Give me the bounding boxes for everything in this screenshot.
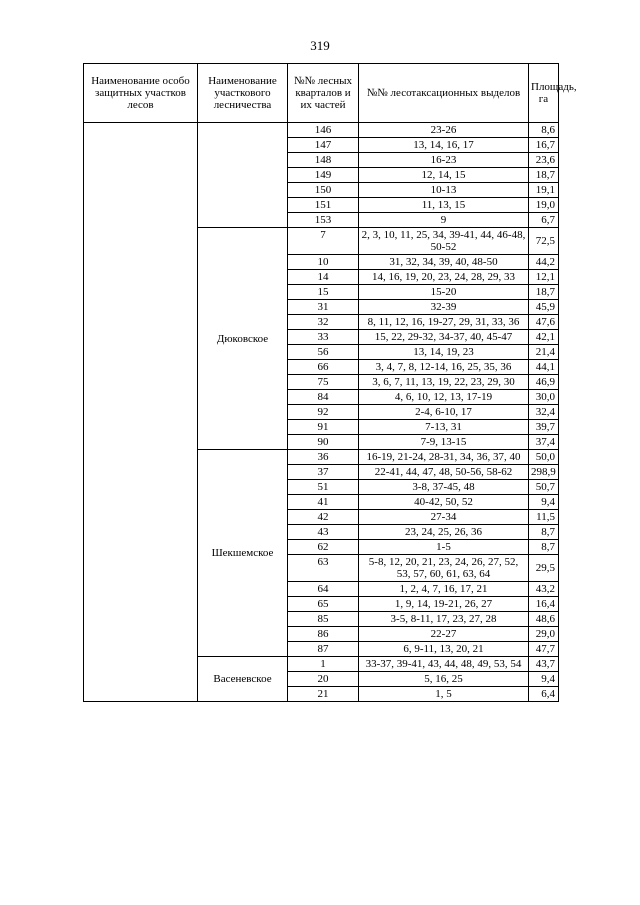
square-cell: 45,9 [529, 300, 559, 315]
quarter-cell: 31 [288, 300, 359, 315]
quarter-cell: 10 [288, 255, 359, 270]
square-cell: 48,6 [529, 612, 559, 627]
page-number: 319 [310, 38, 330, 53]
allotments-cell: 7-9, 13-15 [359, 435, 529, 450]
square-cell: 44,1 [529, 360, 559, 375]
allotments-cell: 6, 9-11, 13, 20, 21 [359, 642, 529, 657]
quarter-cell: 64 [288, 582, 359, 597]
square-cell: 11,5 [529, 510, 559, 525]
allotments-cell: 14, 16, 19, 20, 23, 24, 28, 29, 33 [359, 270, 529, 285]
allotments-cell: 31, 32, 34, 39, 40, 48-50 [359, 255, 529, 270]
quarter-cell: 91 [288, 420, 359, 435]
allotments-cell: 7-13, 31 [359, 420, 529, 435]
square-cell: 47,6 [529, 315, 559, 330]
square-cell: 6,4 [529, 687, 559, 702]
square-cell: 18,7 [529, 168, 559, 183]
allotments-cell: 2, 3, 10, 11, 25, 34, 39-41, 44, 46-48, 50-52 [359, 228, 529, 255]
quarter-cell: 33 [288, 330, 359, 345]
square-cell: 8,6 [529, 123, 559, 138]
quarter-cell: 14 [288, 270, 359, 285]
allotments-cell: 1, 9, 14, 19-21, 26, 27 [359, 597, 529, 612]
square-cell: 21,4 [529, 345, 559, 360]
quarter-cell: 85 [288, 612, 359, 627]
quarter-cell: 32 [288, 315, 359, 330]
allotments-cell: 23-26 [359, 123, 529, 138]
allotments-cell: 15, 22, 29-32, 34-37, 40, 45-47 [359, 330, 529, 345]
square-cell: 46,9 [529, 375, 559, 390]
allotments-cell: 15-20 [359, 285, 529, 300]
quarter-cell: 146 [288, 123, 359, 138]
quarter-cell: 75 [288, 375, 359, 390]
square-cell: 72,5 [529, 228, 559, 255]
square-cell: 50,0 [529, 450, 559, 465]
square-cell: 8,7 [529, 525, 559, 540]
quarter-cell: 37 [288, 465, 359, 480]
quarter-cell: 66 [288, 360, 359, 375]
allotments-cell: 3-5, 8-11, 17, 23, 27, 28 [359, 612, 529, 627]
quarter-cell: 56 [288, 345, 359, 360]
allotments-cell: 1, 2, 4, 7, 16, 17, 21 [359, 582, 529, 597]
allotments-cell: 27-34 [359, 510, 529, 525]
quarter-cell: 42 [288, 510, 359, 525]
square-cell: 44,2 [529, 255, 559, 270]
allotments-cell: 33-37, 39-41, 43, 44, 48, 49, 53, 54 [359, 657, 529, 672]
square-cell: 12,1 [529, 270, 559, 285]
protected-area-name-cell [84, 123, 198, 702]
quarter-cell: 7 [288, 228, 359, 255]
allotments-cell: 4, 6, 10, 12, 13, 17-19 [359, 390, 529, 405]
quarter-cell: 43 [288, 525, 359, 540]
table-row [84, 123, 559, 138]
allotments-cell: 32-39 [359, 300, 529, 315]
quarter-cell: 15 [288, 285, 359, 300]
quarter-cell: 84 [288, 390, 359, 405]
quarter-cell: 86 [288, 627, 359, 642]
allotments-cell: 3-8, 37-45, 48 [359, 480, 529, 495]
quarter-cell: 20 [288, 672, 359, 687]
allotments-cell: 9 [359, 213, 529, 228]
allotments-cell: 11, 13, 15 [359, 198, 529, 213]
protected-areas-table [83, 63, 577, 702]
square-cell: 9,4 [529, 495, 559, 510]
allotments-cell: 23, 24, 25, 26, 36 [359, 525, 529, 540]
square-cell: 298,9 [529, 465, 559, 480]
allotments-cell: 16-19, 21-24, 28-31, 34, 36, 37, 40 [359, 450, 529, 465]
square-cell: 32,4 [529, 405, 559, 420]
allotments-cell: 8, 11, 12, 16, 19-27, 29, 31, 33, 36 [359, 315, 529, 330]
allotments-cell: 16-23 [359, 153, 529, 168]
square-cell: 29,0 [529, 627, 559, 642]
allotments-cell: 3, 6, 7, 11, 13, 19, 22, 23, 29, 30 [359, 375, 529, 390]
allotments-cell: 13, 14, 19, 23 [359, 345, 529, 360]
allotments-cell: 2-4, 6-10, 17 [359, 405, 529, 420]
quarter-cell: 149 [288, 168, 359, 183]
allotments-cell: 1-5 [359, 540, 529, 555]
square-cell: 8,7 [529, 540, 559, 555]
allotments-cell: 5-8, 12, 20, 21, 23, 24, 26, 27, 52, 53, 57, 60, 61, 63, 64 [359, 555, 529, 582]
table-header-row [84, 64, 559, 123]
quarter-cell: 87 [288, 642, 359, 657]
header-forestry-name: Наименование участкового лесничества [198, 64, 288, 123]
square-cell: 6,7 [529, 213, 559, 228]
allotments-cell: 1, 5 [359, 687, 529, 702]
square-cell: 16,4 [529, 597, 559, 612]
quarter-cell: 63 [288, 555, 359, 582]
allotments-cell: 12, 14, 15 [359, 168, 529, 183]
quarter-cell: 1 [288, 657, 359, 672]
square-cell: 43,2 [529, 582, 559, 597]
square-cell: 39,7 [529, 420, 559, 435]
quarter-cell: 150 [288, 183, 359, 198]
square-cell: 30,0 [529, 390, 559, 405]
square-cell: 50,7 [529, 480, 559, 495]
forestry-name-cell: Дюковское [198, 228, 288, 450]
forestry-name-cell: Шекшемское [198, 450, 288, 657]
square-cell: 23,6 [529, 153, 559, 168]
quarter-cell: 148 [288, 153, 359, 168]
allotments-cell: 3, 4, 7, 8, 12-14, 16, 25, 35, 36 [359, 360, 529, 375]
forestry-name-cell [198, 123, 288, 228]
square-cell: 9,4 [529, 672, 559, 687]
quarter-cell: 65 [288, 597, 359, 612]
quarter-cell: 92 [288, 405, 359, 420]
table-body [84, 123, 559, 702]
forestry-name-cell: Васеневское [198, 657, 288, 702]
quarter-cell: 21 [288, 687, 359, 702]
square-cell: 37,4 [529, 435, 559, 450]
square-cell: 29,5 [529, 555, 559, 582]
square-cell: 19,0 [529, 198, 559, 213]
allotments-cell: 40-42, 50, 52 [359, 495, 529, 510]
quarter-cell: 36 [288, 450, 359, 465]
header-quarters: №№ лесных кварталов и их частей [288, 64, 359, 123]
square-cell: 43,7 [529, 657, 559, 672]
square-cell: 19,1 [529, 183, 559, 198]
allotments-cell: 22-41, 44, 47, 48, 50-56, 58-62 [359, 465, 529, 480]
square-cell: 42,1 [529, 330, 559, 345]
square-cell: 16,7 [529, 138, 559, 153]
quarter-cell: 62 [288, 540, 359, 555]
header-square: Площадь, га [529, 64, 559, 123]
quarter-cell: 51 [288, 480, 359, 495]
quarter-cell: 90 [288, 435, 359, 450]
allotments-cell: 22-27 [359, 627, 529, 642]
quarter-cell: 147 [288, 138, 359, 153]
quarter-cell: 153 [288, 213, 359, 228]
quarter-cell: 41 [288, 495, 359, 510]
square-cell: 18,7 [529, 285, 559, 300]
allotments-cell: 13, 14, 16, 17 [359, 138, 529, 153]
allotments-cell: 5, 16, 25 [359, 672, 529, 687]
header-area-name: Наименование особо защитных участков лесов [84, 64, 198, 123]
quarter-cell: 151 [288, 198, 359, 213]
header-allotments: №№ лесотаксационных выделов [359, 64, 529, 123]
square-cell: 47,7 [529, 642, 559, 657]
allotments-cell: 10-13 [359, 183, 529, 198]
